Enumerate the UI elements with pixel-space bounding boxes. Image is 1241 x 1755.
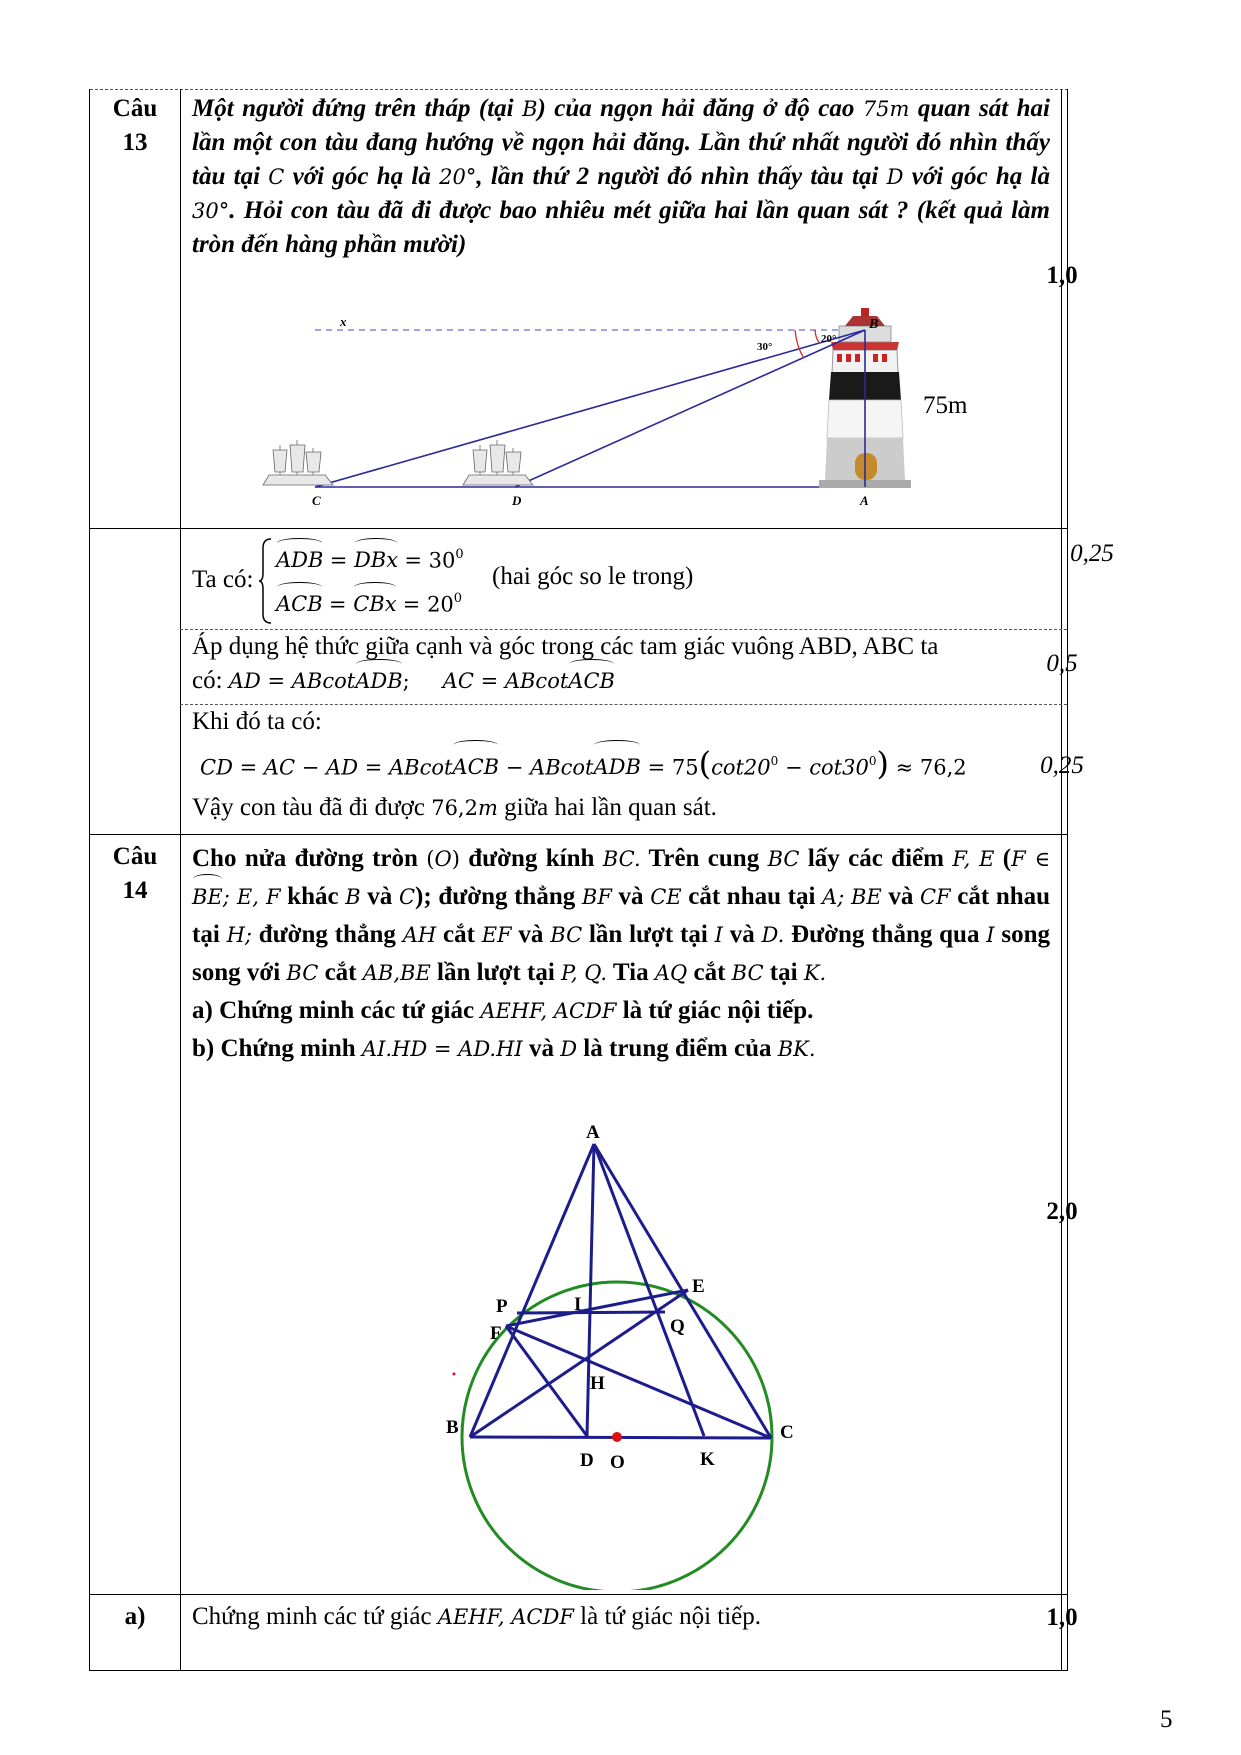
statement-math: ( [426, 847, 435, 871]
angle-acb: ACB [276, 587, 323, 621]
statement-text: và [511, 921, 551, 948]
statement-math: K. [803, 961, 827, 985]
equation-part: − ABcot [499, 755, 594, 780]
label-c: C [312, 493, 321, 508]
statement-text: cắt nhau tại [192, 883, 1051, 948]
label-c: C [780, 1422, 794, 1443]
angle-value: = 20 [402, 592, 454, 617]
part-b-text: và [522, 1035, 561, 1062]
label-e: E [692, 1276, 705, 1297]
statement-math: AB,BE [362, 961, 431, 985]
step-1-note: (hai góc so le trong) [492, 563, 694, 590]
center-o-dot [612, 1432, 622, 1442]
statement-math: BC [767, 847, 800, 871]
statement-text: khác [280, 883, 346, 910]
statement-text: Trên cung [640, 845, 768, 872]
angle-adb: ADB [276, 543, 323, 577]
solution-step-2: Áp dụng hệ thức giữa cạnh và góc trong các tam giác vuông ABD, ABC ta có: AD = ABcotADB; AC = ABcotACB [192, 630, 1052, 698]
statement-math: CF [919, 885, 951, 909]
sight-line-bc [315, 330, 865, 487]
statement-text: lần lượt tại [430, 959, 562, 986]
sight-line-bd [515, 330, 865, 487]
angle-20-label: 20° [821, 333, 837, 345]
statement-math: F, E [952, 847, 995, 871]
label-b: B [869, 317, 879, 332]
statement-math: B [522, 97, 538, 121]
part-a-score: 1,0 [1046, 1604, 1078, 1631]
statement-text: cắt nhau tại [681, 883, 823, 910]
statement-math: B [345, 885, 361, 909]
page-number: 5 [1160, 1706, 1173, 1733]
degree-sup: 0 [770, 754, 779, 768]
label-d: D [512, 493, 522, 508]
statement-text: và [881, 883, 920, 910]
part-a-row-math: AEHF, ACDF [437, 1605, 574, 1629]
degree-sup: 0 [455, 547, 464, 562]
table-col-divider-1 [180, 89, 181, 1671]
statement-text: Tia [607, 959, 655, 986]
statement-math: P, Q. [561, 961, 608, 985]
statement-math: BC. [602, 847, 641, 871]
statement-math: D. [761, 923, 785, 947]
conclusion-unit: m [477, 796, 498, 821]
statement-math: I [986, 923, 995, 947]
part-a-label [90, 1600, 180, 1634]
statement-text [844, 883, 851, 910]
equation-part: cot20 [711, 755, 771, 780]
statement-text: cắt [687, 959, 732, 986]
statement-math: C [268, 165, 285, 189]
statement-text: lần lượt tại [582, 921, 715, 948]
statement-text: ) của ngọn hải đăng ở độ cao [537, 95, 863, 122]
statement-text: đường thẳng [251, 921, 403, 948]
statement-math: 75 [862, 97, 890, 121]
label-p: P [496, 1296, 508, 1317]
statement-text: Một người đứng trên tháp (tại [192, 95, 523, 122]
label-a: A [860, 493, 869, 508]
degree-sup: 0 [868, 754, 877, 768]
stray-dot [453, 1373, 456, 1376]
table-row-divider [89, 528, 1068, 529]
part-a-text: là tứ giác nội tiếp. [616, 997, 814, 1024]
step-2-text: Áp dụng hệ thức giữa cạnh và góc trong các tam giác vuông ABD, ABC ta [192, 633, 939, 660]
step-3-score: 0,25 [1040, 752, 1084, 779]
label-q: Q [670, 1316, 685, 1337]
label-d: D [580, 1450, 594, 1471]
statement-arc: BE [192, 879, 223, 916]
step-1-prefix: Ta có: [192, 566, 254, 593]
part-b-statement [192, 1030, 1050, 1068]
angle-adb: ADB [355, 664, 402, 698]
part-b-math: BK. [777, 1037, 816, 1061]
part-a-row-text: Chứng minh các tứ giác [192, 1603, 432, 1630]
statement-math: O [434, 847, 452, 871]
statement-math: H; [226, 923, 252, 947]
part-b-math: D [560, 1037, 578, 1061]
question-14-label [90, 840, 180, 908]
statement-text: với góc hạ là [284, 163, 440, 190]
statement-text: ); đường thẳng [415, 883, 582, 910]
lighthouse-figure [185, 290, 1055, 515]
step-2-score: 0,5 [1046, 650, 1078, 677]
part-a-math: AEHF, ACDF [480, 999, 617, 1023]
statement-math: BC [731, 961, 764, 985]
question-number: 14 [122, 877, 148, 904]
part-b-text: là trung điểm của [577, 1035, 778, 1062]
statement-text: quan sát hai lần một con tàu đang hướng về ngọn hải đăng. Lần thứ nhất người đó nhìn thấy tàu tại [192, 95, 1050, 190]
statement-math: ; E, F [222, 885, 281, 909]
statement-text: Cho nửa đường tròn [192, 845, 427, 872]
geometry-figure [440, 1120, 810, 1590]
angle-value: = 30 [404, 548, 456, 573]
statement-math: BF [581, 885, 612, 909]
question-word: Câu [112, 843, 158, 870]
statement-text: và [611, 883, 651, 910]
question-13-score: 1,0 [1046, 262, 1078, 289]
angle-acb: ACB [452, 745, 499, 789]
solution-step-1: Ta có: ADB = DBx = $30^0$ ACB = CBx = $20^0$ (hai góc so le trong) [192, 536, 1052, 626]
equation-ad: AD = ABcot [228, 669, 356, 693]
conclusion-value: 76,2 [431, 796, 478, 821]
statement-text: và [360, 883, 399, 910]
label-a: A [586, 1122, 600, 1143]
step-3-text: Khi đó ta có: [192, 708, 322, 735]
label-i: I [574, 1294, 582, 1315]
statement-text: , lần thứ 2 người đó nhìn thấy tàu tại [476, 163, 887, 190]
statement-math: BC [286, 961, 319, 985]
question-word: Câu [112, 95, 158, 122]
angle-arc-20 [815, 330, 820, 343]
statement-math: A; [822, 885, 845, 909]
statement-math: 30° [192, 199, 230, 223]
label-f: F [490, 1323, 502, 1344]
statement-math: m [889, 97, 910, 121]
label-h: H [590, 1373, 605, 1394]
statement-math: BC [550, 923, 583, 947]
statement-math: C [398, 885, 416, 909]
statement-math: ) [451, 847, 460, 871]
equation-cd: CD = AC − AD = ABcot [200, 755, 453, 780]
question-14-statement [192, 840, 1050, 992]
step-1-score: 0,25 [1070, 540, 1114, 567]
part-a-row [192, 1600, 1052, 1634]
conclusion-text: Vậy con tàu đã đi được [192, 794, 425, 822]
statement-math: F ∈ [1011, 847, 1050, 871]
table-bottom-border [89, 1670, 1068, 1671]
table-row-divider [89, 1594, 1068, 1595]
statement-text: với góc hạ là [903, 163, 1051, 190]
part-a-row-text: là tứ giác nội tiếp. [580, 1603, 762, 1630]
statement-math: 20° [439, 165, 477, 189]
question-number: 13 [122, 129, 148, 156]
angle-cbx: CBx [353, 587, 396, 621]
question-14-problem [192, 840, 1050, 1068]
statement-text: Đường thẳng qua [784, 921, 987, 948]
equation-ac: AC = ABcot [442, 669, 569, 693]
ship-at-c [263, 440, 333, 485]
statement-math: AH [402, 923, 437, 947]
angle-arc-30 [795, 330, 804, 358]
label-b: B [446, 1417, 459, 1438]
equation-part: − cot30 [778, 755, 869, 780]
table-row-divider [89, 834, 1068, 835]
angle-adb: ADB [593, 745, 640, 789]
label-k: K [700, 1449, 715, 1470]
conclusion-text: giữa hai lần quan sát. [504, 794, 717, 822]
part-a-text: a) Chứng minh các tứ giác [192, 997, 481, 1024]
table-top-border [90, 89, 1068, 90]
part-a-statement [192, 992, 1050, 1030]
part-b-text: b) Chứng minh [192, 1035, 362, 1062]
table-col-divider-2 [1061, 89, 1062, 1671]
angle-dbx: DBx [354, 543, 398, 577]
question-13-problem [192, 92, 1050, 262]
label-x: x [340, 314, 347, 329]
statement-math: D [886, 165, 904, 189]
label-o: O [610, 1452, 625, 1473]
equation-result: ≈ 76,2 [888, 755, 967, 780]
statement-text: lấy các điểm [799, 845, 953, 872]
step-2-prefix: có: [192, 667, 223, 694]
statement-math: EF [481, 923, 512, 947]
table-right-border [1067, 89, 1068, 1671]
angle-30-label: 30° [757, 341, 773, 353]
part-b-math: AI.HD = AD.HI [361, 1037, 523, 1061]
part-a-label-text: a) [124, 1603, 146, 1630]
statement-text: và [722, 921, 762, 948]
angle-acb: ACB [568, 664, 615, 698]
statement-math: BE [850, 885, 882, 909]
degree-sup: 0 [453, 591, 463, 606]
statement-text: . Hỏi con tàu đã đi được bao nhiêu mét giữa hai lần quan sát ? (kết quả làm tròn đến hàng phần mười) [192, 197, 1050, 258]
statement-text: tại [763, 959, 804, 986]
question-14-score: 2,0 [1046, 1198, 1078, 1225]
statement-text: ( [994, 845, 1012, 872]
statement-text: song song với [192, 921, 1051, 986]
ship-at-d [463, 440, 533, 485]
statement-math: CE [650, 885, 682, 909]
statement-text: cắt [318, 959, 363, 986]
statement-math: I [714, 923, 723, 947]
equation-part: = 75 [640, 755, 699, 780]
solution-step-3: Khi đó ta có: CD = AC − AD = ABcotACB − ABcotADB = $75(\cot 20^0 - \cot 30^0) \approx 76,2$ Vậy con tàu đã đi được 76,2m giữa hai lần quan sát. [192, 705, 1052, 825]
statement-text: cắt [436, 921, 482, 948]
statement-text: đường kính [459, 845, 603, 872]
statement-math: AQ [654, 961, 688, 985]
height-label: 75m [923, 392, 968, 419]
question-13-label [90, 92, 180, 160]
system-brace [258, 538, 272, 624]
